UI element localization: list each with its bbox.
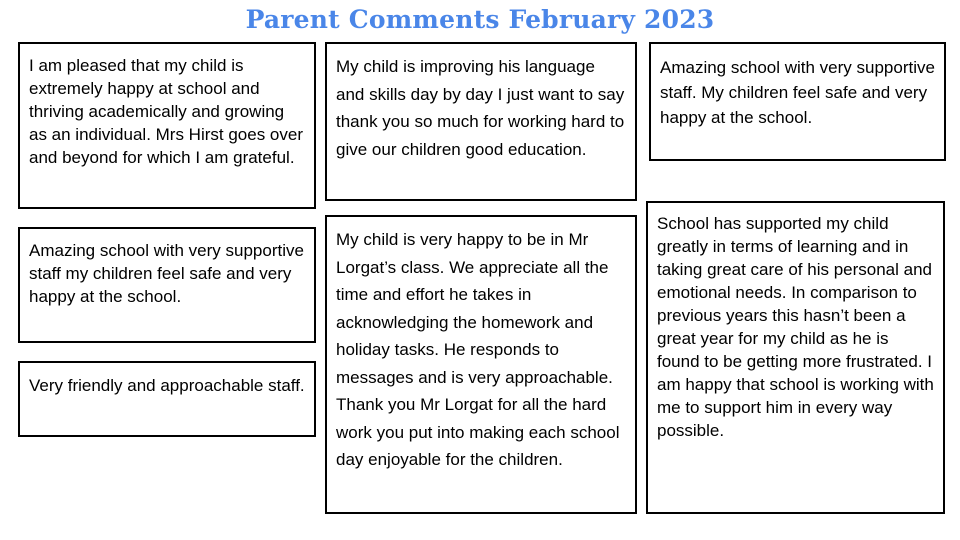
comment-card: Very friendly and approachable staff. [18,361,316,437]
page-title: Parent Comments February 2023 [245,5,715,34]
comment-card: My child is improving his language and skills day by day I just want to say thank you so much for working hard to give our children good education. [325,42,637,201]
comment-card: Amazing school with very supportive staff. My children feel safe and very happy at the school. [649,42,946,161]
comment-card: Amazing school with very supportive staff my children feel safe and very happy at the school. [18,227,316,343]
comment-card: My child is very happy to be in Mr Lorgat’s class. We appreciate all the time and effort he takes in acknowledging the homework and holiday tasks. He responds to messages and is very approachable. Thank you Mr Lorgat for all the hard work you put into making each school day enjoyable for the children. [325,215,637,514]
comment-card: I am pleased that my child is extremely happy at school and thriving academically and growing as an individual. Mrs Hirst goes over and beyond for which I am grateful. [18,42,316,209]
comment-card: School has supported my child greatly in terms of learning and in taking great care of his personal and emotional needs. In comparison to previous years this hasn’t been a great year for my child as he is found to be getting more frustrated. I am happy that school is working with me to support him in every way possible. [646,201,945,514]
